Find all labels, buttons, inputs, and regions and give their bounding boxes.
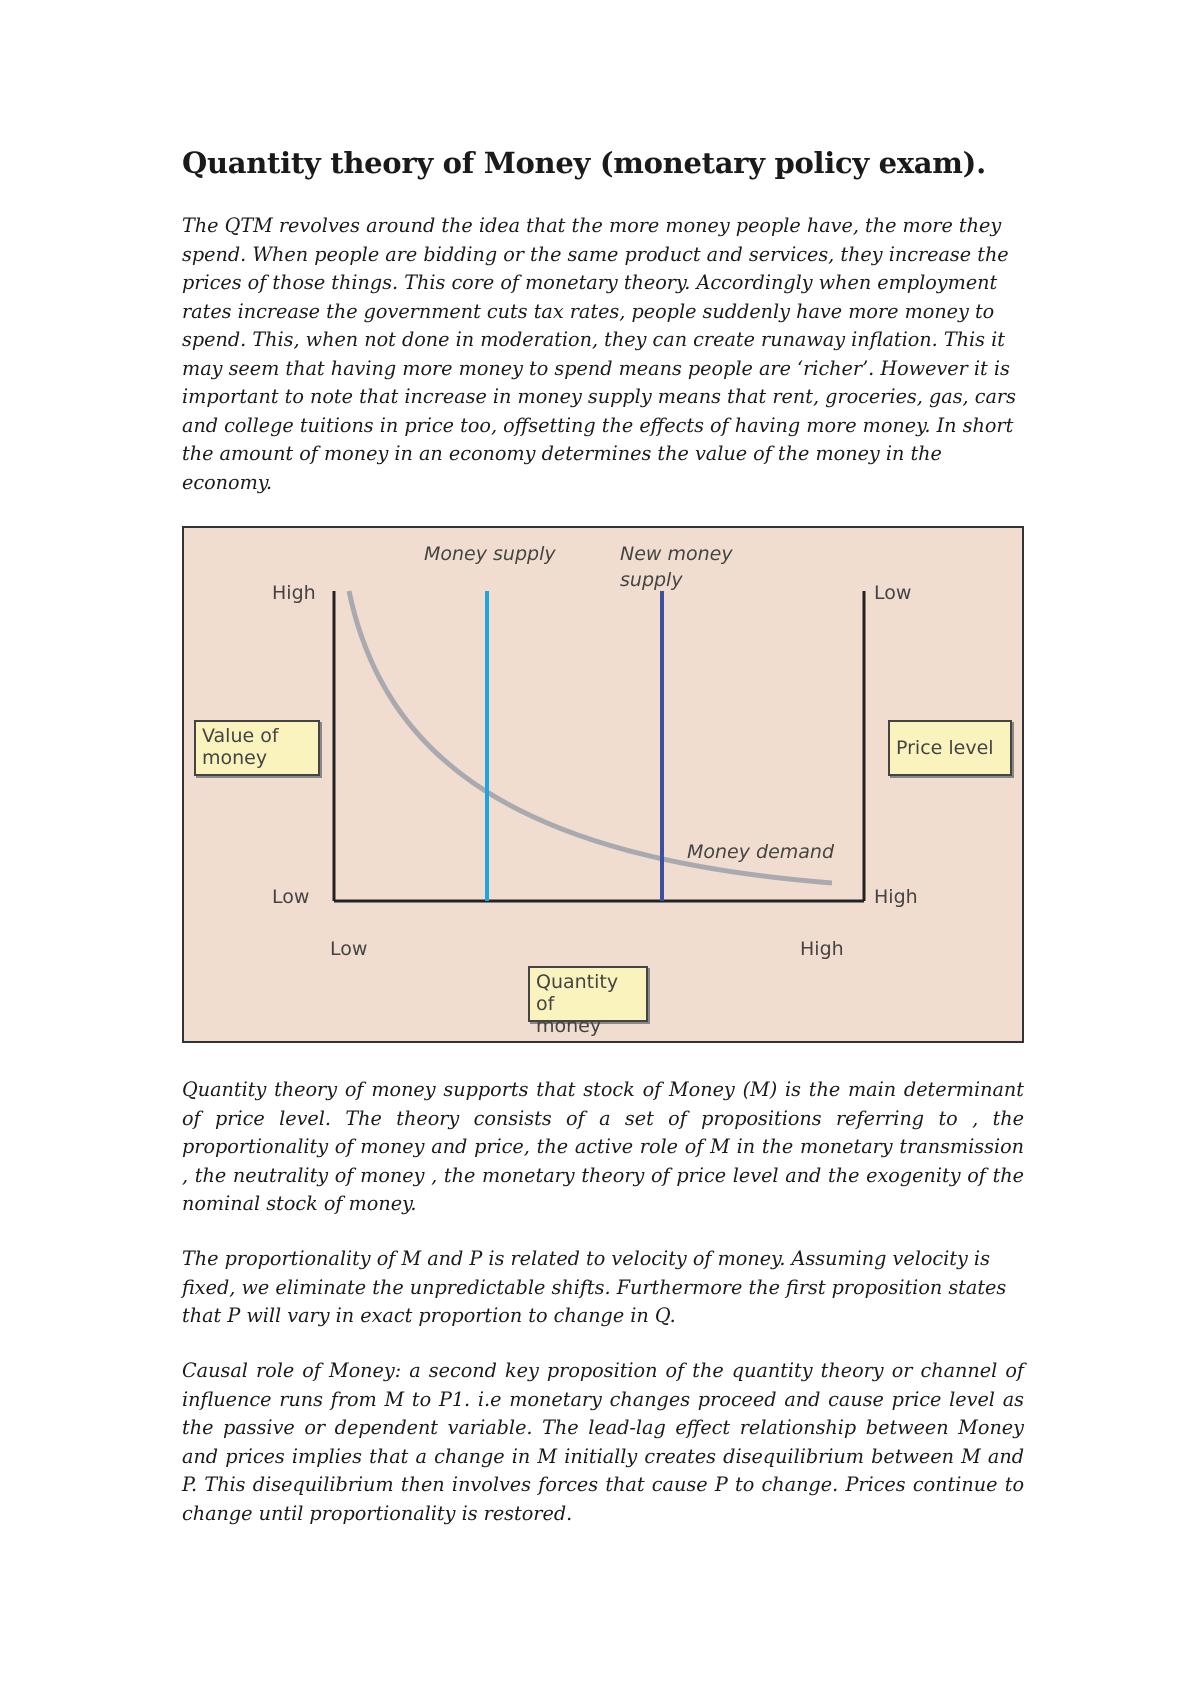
new-money-supply-label-line1: New money	[620, 543, 733, 565]
intro-paragraph: The QTM revolves around the idea that the more money people have, the more they spend. When people are bidding or the same product and services, they increase the prices of those things. This core of monetary theory. Accordingly when employment rates increase the government cuts tax rates, people suddenly have more money to spend. This, when not done in moderation, they can create runaway inflation. This it may seem that having more money to spend means people are ‘richer’. However it is important to note that increase in money supply means that rent, groceries, gas, cars and college tuitions in price too, offsetting the effects of having more money. In short the amount of money in an economy determines the value of the money in the economy.	[182, 214, 1016, 494]
causal-role-paragraph: Causal role of Money: a second key proposition of the quantity theory or channel of influence runs from M to P1. i.e monetary changes proceed and cause price level as the passive or dependent variable. The lead-lag effect relationship between Money and prices implies that a change in M initially creates disequilibrium between M and P. This disequilibrium then involves forces that cause P to change. Prices continue to change until proportionality is restored.	[182, 1359, 1024, 1525]
right-axis-low-label: Low	[874, 582, 912, 604]
value-of-money-line1: Value of	[202, 725, 279, 747]
proportionality-paragraph: The proportionality of M and P is related to velocity of money. Assuming velocity is fixed, we eliminate the unpredictable shifts. Furthermore the first proposition states that P will vary in exact proportion to change in Q.	[182, 1247, 1007, 1327]
x-axis-low-label: Low	[330, 938, 368, 960]
value-of-money-box	[194, 720, 320, 776]
page-title: Quantity theory of Money (monetary policy exam).	[182, 146, 986, 180]
diagram-canvas	[184, 528, 1022, 1041]
quantity-of-money-box	[528, 966, 648, 1037]
quantity-of-money-line1: Quantity of	[536, 971, 619, 1015]
money-market-diagram	[182, 526, 1024, 1043]
qtm-support-paragraph: Quantity theory of money supports that stock of Money (M) is the main determinant of price level. The theory consists of a set of propositions referring to , the proportionality of money and price, the active role of M in the monetary transmission , the neutrality of money , the monetary theory of price level and the exogenity of the nominal stock of money.	[182, 1078, 1024, 1215]
new-money-supply-label-line2: supply	[620, 569, 683, 591]
money-demand-label: Money demand	[687, 841, 835, 863]
price-level-box	[888, 720, 1012, 776]
value-of-money-line2: money	[202, 747, 268, 769]
quantity-of-money-line2: money	[536, 1015, 602, 1037]
money-demand-curve	[349, 591, 832, 883]
left-axis-low-label: Low	[272, 886, 310, 908]
money-supply-label: Money supply	[424, 543, 556, 565]
right-axis-high-label: High	[874, 886, 918, 908]
x-axis-high-label: High	[800, 938, 844, 960]
price-level-label: Price level	[896, 737, 994, 759]
left-axis-high-label: High	[272, 582, 316, 604]
